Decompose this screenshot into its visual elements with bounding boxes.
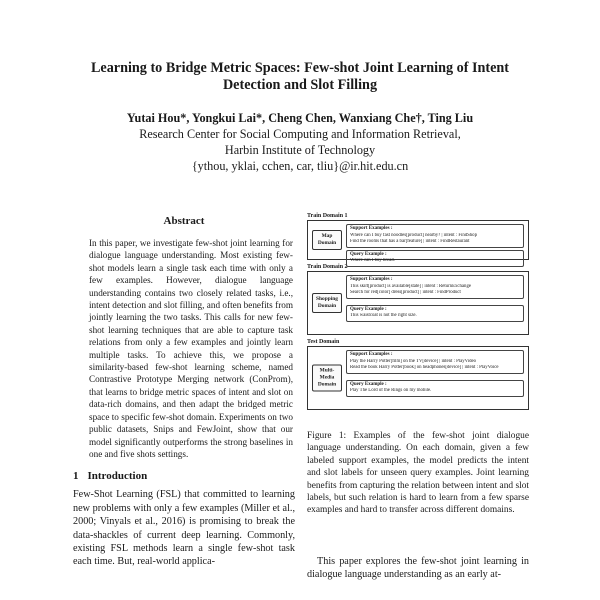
right-column [307,212,529,582]
support-header: Support Examples : [350,277,393,282]
affiliation-line-1: Research Center for Social Computing and Information Retrieval, [139,127,461,141]
title-line-1: Learning to Bridge Metric Spaces: Few-shot Joint Learning of Intent [90,60,510,76]
support-example: Play the Harry Potter[film] on the TV[device] | intent : PlayVideo [350,358,477,364]
support-example: Where can I buy fast noodles[product] nearby? | intent : FindShop [350,232,477,238]
author-names: Yutai Hou*, Yongkui Lai*, Cheng Chen, Wanxiang Che†, Ting Liu [126,111,474,125]
domain-name: Shopping Domain [312,293,342,313]
query-header: Query Example : [350,306,387,312]
query-example: Where can I buy bread. [350,258,395,263]
query-example: Play The Lord of the Rings on my mobile. [350,388,432,393]
figure-1 [307,212,529,410]
query-header: Query Example : [350,251,387,257]
support-header: Support Examples : [350,226,393,231]
title-line-2: Detection and Slot Filling [222,77,378,93]
section-title: Introduction [87,470,148,483]
domain-panel [307,346,529,410]
section-heading-introduction [73,470,295,482]
support-box [346,350,524,374]
support-example: This skirt[product] is available[state] | intent : ReturnExchange [350,283,471,289]
figure-caption: Figure 1: Examples of the few-shot joint dialogue language understanding. On each domain, given a few labeled support examples, the model predicts the intent and slot labels for unseen query examples. Joint learning benefits from capturing the relation between intent and slot labels, but such relation is hard to learn from a few sparse examples and hard to transfer across different domains. [307,431,529,516]
domain-name: Multi-Media Domain [312,365,342,392]
domain-label: Train Domain 2 [307,264,348,270]
query-example: This waistcoat is not the right size. [350,313,417,318]
author-block [0,110,600,174]
support-box [346,275,524,299]
intro-paragraph: Few-Shot Learning (FSL) that committed to learning new problems with only a few examples (Miller et al., 2000; Vinyals et al., 2016) is promising to break the data-shackles of current deep learning. Commonly, existing FSL methods learn a single few-shot task each time. But, real-world applica- [73,489,295,568]
query-box [346,305,524,322]
support-header: Support Examples : [350,352,393,357]
abstract-heading: Abstract [163,215,205,227]
abstract-text: In this paper, we investigate few-shot joint learning for dialogue language understanding. Most existing few-shot models learn a single task each time with only a few examples. However, dialogue language understanding contains two closely related tasks, i.e., intent detection and slot filling, and often benefits from jointly learning the two tasks. This calls for new few-shot learning techniques that are able to capture task relations from only a few examples and jointly learn multiple tasks. To achieve this, we propose a similarity-based few-shot learning scheme, named Contrastive Prototype Merging network (ConProm), that learns to bridge metric spaces of intent and slot on data-rich domains, and then adapt the bridged metric space to specific few-shot domain. Experiments on two public datasets, Snips and FewJoint, show that our model significantly outperforms the strong baselines in one and five shots settings. [89,238,293,459]
left-column [73,215,295,569]
domain-label: Test Domain [307,339,340,345]
query-box [346,380,524,397]
support-example: Search for red[color] dress[product] | intent : FindProduct [350,290,461,295]
support-example: Find the rooms that has a bar[feature] | intent : FindRestaurant [350,239,470,244]
author-emails: {ythou, yklai, cchen, car, tliu}@ir.hit.edu.cn [191,159,409,173]
support-example: Read the book Harry Potter[book] on headphones[device] | intent : PlayVoice [350,365,499,370]
domain-panel [307,271,529,335]
affiliation-line-2: Harbin Institute of Technology [224,143,376,157]
support-box [346,224,524,248]
domain-name: Map Domain [312,230,342,250]
section-number: 1 [73,470,79,483]
domain-panel [307,220,529,263]
query-header: Query Example : [350,381,387,387]
domain-label: Train Domain 1 [307,213,348,219]
query-box [346,250,524,267]
right-column-paragraph: This paper explores the few-shot joint learning in dialogue language understanding as an early at- [307,555,529,581]
paper-title [0,60,600,94]
